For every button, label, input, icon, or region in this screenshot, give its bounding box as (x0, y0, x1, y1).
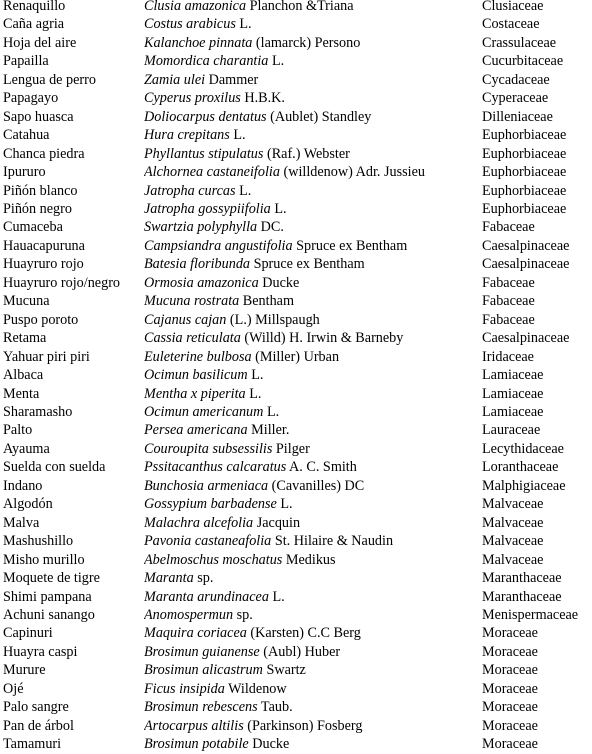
family-cell: Clusiaceae (482, 0, 544, 14)
common-name-cell: Lengua de perro (3, 71, 96, 88)
species-name: Cyperus proxilus (144, 90, 241, 107)
author-name: Spruce ex Bentham (296, 237, 408, 254)
species-name: Maranta arundinacea (144, 588, 269, 605)
common-name-cell: Hauacapuruna (3, 237, 85, 254)
species-name: Maranta (144, 570, 194, 587)
family-cell: Cucurbitaceae (482, 53, 564, 70)
scientific-name-cell (144, 717, 482, 735)
scientific-name-cell (144, 624, 482, 642)
author-name: (Willd) H. Irwin & Barneby (244, 330, 404, 347)
common-name-cell: Ojé (3, 680, 24, 697)
common-name-cell: Piñón blanco (3, 182, 78, 199)
species-name: Zamia ulei (144, 71, 206, 88)
table-row (0, 237, 592, 255)
table-row (0, 0, 592, 15)
species-name: Cajanus cajan (144, 311, 227, 328)
author-name: Spruce ex Bentham (253, 256, 365, 273)
scientific-name-cell (144, 643, 482, 661)
scientific-name-cell (144, 735, 482, 753)
author-name: H.B.K. (244, 90, 285, 107)
author-name: (Cavanilles) DC (271, 477, 365, 494)
scientific-name-cell (144, 34, 482, 52)
scientific-name-cell (144, 126, 482, 144)
family-cell: Malvaceae (482, 514, 544, 531)
table-row (0, 569, 592, 587)
common-name-cell: Menta (3, 385, 40, 402)
family-cell: Moraceae (482, 717, 538, 734)
common-name-cell: Shimi pampana (3, 588, 92, 605)
table-row (0, 551, 592, 569)
table-row (0, 292, 592, 310)
common-name-cell: Papailla (3, 53, 49, 70)
species-name: Brosimun guianense (144, 643, 260, 660)
scientific-name-cell (144, 108, 482, 126)
family-cell: Moraceae (482, 699, 538, 716)
scientific-name-cell (144, 698, 482, 716)
table-row (0, 182, 592, 200)
author-name: (Aubl) Huber (263, 643, 341, 660)
author-name: Miller. (251, 422, 290, 439)
family-cell: Fabaceae (482, 311, 535, 328)
species-name: Euleterine bulbosa (144, 348, 252, 365)
species-name: Phyllantus stipulatus (144, 145, 264, 162)
species-name: Couroupita subsessilis (144, 440, 273, 457)
species-name: Campsiandra angustifolia (144, 237, 293, 254)
common-name-cell: Huayruro rojo/negro (3, 274, 121, 291)
common-name-cell: Puspo poroto (3, 311, 79, 328)
species-name: Bunchosia armeniaca (144, 477, 269, 494)
author-name: L. (274, 200, 287, 217)
family-cell: Malphigiaceae (482, 477, 566, 494)
scientific-name-cell (144, 385, 482, 403)
species-name: Cassia reticulata (144, 330, 241, 347)
table-row (0, 126, 592, 144)
author-name: Wildenow (228, 680, 287, 697)
common-name-cell: Cumaceba (3, 219, 63, 236)
scientific-name-cell (144, 71, 482, 89)
common-name-cell: Catahua (3, 127, 50, 144)
family-cell: Caesalpinaceae (482, 330, 570, 347)
scientific-name-cell (144, 569, 482, 587)
family-cell: Euphorbiaceae (482, 164, 567, 181)
common-name-cell: Palto (3, 422, 33, 439)
family-cell: Moraceae (482, 680, 538, 697)
scientific-name-cell (144, 514, 482, 532)
table-row (0, 218, 592, 236)
author-name: L. (249, 385, 262, 402)
family-cell: Dilleniaceae (482, 108, 553, 125)
table-row (0, 348, 592, 366)
table-row (0, 735, 592, 753)
common-name-cell: Malva (3, 514, 40, 531)
family-cell: Maranthaceae (482, 588, 562, 605)
family-cell: Costaceae (482, 16, 540, 33)
author-name: (Raf.) Webster (266, 145, 350, 162)
table-row (0, 15, 592, 33)
common-name-cell: Moquete de tigre (3, 570, 100, 587)
author-name: (willdenow) Adr. Jussieu (283, 164, 425, 181)
species-name: Artocarpus altilis (144, 717, 244, 734)
family-cell: Iridaceae (482, 348, 534, 365)
scientific-name-cell (144, 200, 482, 218)
family-cell: Euphorbiaceae (482, 145, 567, 162)
species-name: Maquira coriacea (144, 625, 247, 642)
table-row (0, 403, 592, 421)
species-name: Momordica charantia (144, 53, 269, 70)
family-cell: Lamiaceae (482, 403, 544, 420)
common-name-cell: Retama (3, 330, 47, 347)
family-cell: Cyperaceae (482, 90, 549, 107)
table-row (0, 329, 592, 347)
species-name: Abelmoschus moschatus (144, 551, 283, 568)
scientific-name-cell (144, 182, 482, 200)
table-row (0, 606, 592, 624)
author-name: Bentham (242, 293, 295, 310)
author-name: sp. (236, 606, 253, 623)
table-row (0, 643, 592, 661)
common-name-cell: Achuni sanango (3, 606, 95, 623)
common-name-cell: Hoja del aire (3, 34, 77, 51)
scientific-name-cell (144, 311, 482, 329)
species-name: Hura crepitans (144, 127, 230, 144)
scientific-name-cell (144, 440, 482, 458)
author-name: St. Hilaire & Naudin (274, 533, 394, 550)
table-row (0, 200, 592, 218)
common-name-cell: Misho murillo (3, 551, 85, 568)
common-name-cell: Papagayo (3, 90, 59, 107)
family-cell: Lamiaceae (482, 385, 544, 402)
species-name: Batesia floribunda (144, 256, 251, 273)
family-cell: Euphorbiaceae (482, 127, 567, 144)
author-name: (L.) Millspaugh (229, 311, 320, 328)
author-name: Dammer (208, 71, 259, 88)
common-name-cell: Capinuri (3, 625, 53, 642)
table-row (0, 255, 592, 273)
table-row (0, 440, 592, 458)
table-row (0, 366, 592, 384)
family-cell: Fabaceae (482, 293, 535, 310)
common-name-cell: Algodón (3, 496, 53, 513)
species-name: Jatropha gossypiifolia (144, 200, 271, 217)
species-name: Gossypium barbadense (144, 496, 277, 513)
scientific-name-cell (144, 458, 482, 476)
family-cell: Malvaceae (482, 496, 544, 513)
common-name-cell: Huayruro rojo (3, 256, 84, 273)
scientific-name-cell (144, 329, 482, 347)
table-row (0, 477, 592, 495)
table-row (0, 34, 592, 52)
table-row (0, 385, 592, 403)
species-name: Kalanchoe pinnata (144, 34, 253, 51)
author-name: Planchon &Triana (249, 0, 354, 14)
author-name: L. (251, 367, 264, 384)
species-name: Ocimun basilicum (144, 367, 248, 384)
table-row (0, 311, 592, 329)
family-cell: Lamiaceae (482, 367, 544, 384)
species-name: Mucuna rostrata (144, 293, 240, 310)
species-name: Brosimun potabile (144, 736, 249, 753)
species-name: Brosimun alicastrum (144, 662, 263, 679)
scientific-name-cell (144, 421, 482, 439)
common-name-cell: Renaquillo (3, 0, 66, 14)
common-name-cell: Palo sangre (3, 699, 69, 716)
family-cell: Maranthaceae (482, 570, 562, 587)
family-cell: Malvaceae (482, 533, 544, 550)
family-cell: Malvaceae (482, 551, 544, 568)
table-row (0, 145, 592, 163)
author-name: L. (239, 16, 252, 33)
author-name: DC. (260, 219, 284, 236)
table-row (0, 532, 592, 550)
common-name-cell: Indano (3, 477, 43, 494)
scientific-name-cell (144, 145, 482, 163)
author-name: (Karsten) C.C Berg (250, 625, 361, 642)
family-cell: Lecythidaceae (482, 440, 564, 457)
species-name: Pssitacanthus calcaratus (144, 459, 287, 476)
scientific-name-cell (144, 495, 482, 513)
scientific-name-cell (144, 237, 482, 255)
author-name: Ducke (262, 274, 300, 291)
scientific-name-cell (144, 348, 482, 366)
table-row (0, 421, 592, 439)
species-name: Jatropha curcas (144, 182, 236, 199)
table-row (0, 52, 592, 70)
common-name-cell: Caña agria (3, 16, 65, 33)
scientific-name-cell (144, 52, 482, 70)
common-name-cell: Sapo huasca (3, 108, 74, 125)
table-row (0, 624, 592, 642)
author-name: sp. (197, 570, 214, 587)
scientific-name-cell (144, 366, 482, 384)
author-name: (Parkinson) Fosberg (247, 717, 363, 734)
author-name: Medikus (285, 551, 336, 568)
author-name: Swartz (266, 662, 306, 679)
common-name-cell: Ipururo (3, 164, 46, 181)
table-row (0, 108, 592, 126)
species-name: Pavonia castaneafolia (144, 533, 272, 550)
species-name: Anomospermun (144, 606, 234, 623)
species-name: Clusia amazonica (144, 0, 247, 14)
common-name-cell: Tamamuri (3, 736, 62, 753)
common-name-cell: Mashushillo (3, 533, 74, 550)
species-name: Persea americana (144, 422, 248, 439)
common-name-cell: Sharamasho (3, 403, 73, 420)
species-name: Brosimun rebescens (144, 699, 258, 716)
table-row (0, 274, 592, 292)
common-name-cell: Pan de árbol (3, 717, 74, 734)
species-name: Costus arabicus (144, 16, 236, 33)
author-name: L. (239, 182, 252, 199)
scientific-name-cell (144, 255, 482, 273)
scientific-name-cell (144, 15, 482, 33)
common-name-cell: Yahuar piri piri (3, 348, 90, 365)
author-name: (lamarck) Persono (255, 34, 361, 51)
author-name: L. (272, 588, 285, 605)
common-name-cell: Huayra caspi (3, 643, 78, 660)
species-name: Ormosia amazonica (144, 274, 259, 291)
common-name-cell: Mucuna (3, 293, 50, 310)
table-row (0, 458, 592, 476)
scientific-name-cell (144, 606, 482, 624)
scientific-name-cell (144, 403, 482, 421)
common-name-cell: Albaca (3, 367, 44, 384)
table-row (0, 680, 592, 698)
scientific-name-cell (144, 532, 482, 550)
table-row (0, 89, 592, 107)
table-row (0, 163, 592, 181)
scientific-name-cell (144, 477, 482, 495)
family-cell: Moraceae (482, 736, 538, 753)
author-name: Ducke (252, 736, 290, 753)
table-row (0, 588, 592, 606)
scientific-name-cell (144, 274, 482, 292)
author-name: Pilger (275, 440, 310, 457)
common-name-cell: Piñón negro (3, 200, 72, 217)
species-name: Malachra alcefolia (144, 514, 254, 531)
family-cell: Moraceae (482, 662, 538, 679)
scientific-name-cell (144, 292, 482, 310)
author-name: (Miller) Urban (255, 348, 340, 365)
table-row (0, 698, 592, 716)
family-cell: Loranthaceae (482, 459, 559, 476)
table-row (0, 717, 592, 735)
common-name-cell: Suelda con suelda (3, 459, 106, 476)
family-cell: Caesalpinaceae (482, 256, 570, 273)
author-name: A. C. Smith (289, 459, 357, 476)
family-cell: Menispermaceae (482, 606, 579, 623)
table-row (0, 495, 592, 513)
family-cell: Caesalpinaceae (482, 237, 570, 254)
scientific-name-cell (144, 218, 482, 236)
scientific-name-cell (144, 551, 482, 569)
scientific-name-cell (144, 661, 482, 679)
author-name: Taub. (260, 699, 293, 716)
species-name: Ocimun americanum (144, 403, 264, 420)
scientific-name-cell (144, 588, 482, 606)
family-cell: Fabaceae (482, 274, 535, 291)
common-name-cell: Murure (3, 662, 46, 679)
species-name: Ficus insipida (144, 680, 225, 697)
family-cell: Moraceae (482, 643, 538, 660)
species-name: Alchornea castaneifolia (144, 164, 280, 181)
common-name-cell: Chanca piedra (3, 145, 85, 162)
species-name: Doliocarpus dentatus (144, 108, 267, 125)
family-cell: Crassulaceae (482, 34, 557, 51)
family-cell: Moraceae (482, 625, 538, 642)
author-name: L. (271, 53, 285, 70)
family-cell: Euphorbiaceae (482, 182, 567, 199)
family-cell: Lauraceae (482, 422, 541, 439)
author-name: Jacquin (256, 514, 301, 531)
species-name: Mentha x piperita (144, 385, 246, 402)
common-name-cell: Ayauma (3, 440, 50, 457)
species-name: Swartzia polyphylla (144, 219, 258, 236)
family-cell: Fabaceae (482, 219, 535, 236)
table-row (0, 661, 592, 679)
author-name: L. (280, 496, 293, 513)
author-name: L. (233, 127, 246, 144)
scientific-name-cell (144, 163, 482, 181)
scientific-name-cell (144, 680, 482, 698)
author-name: (Aublet) Standley (270, 108, 372, 125)
scientific-name-cell (144, 89, 482, 107)
scientific-name-cell (144, 0, 482, 15)
family-cell: Cycadaceae (482, 71, 550, 88)
family-cell: Euphorbiaceae (482, 200, 567, 217)
table-row (0, 71, 592, 89)
table-row (0, 514, 592, 532)
author-name: L. (266, 403, 280, 420)
